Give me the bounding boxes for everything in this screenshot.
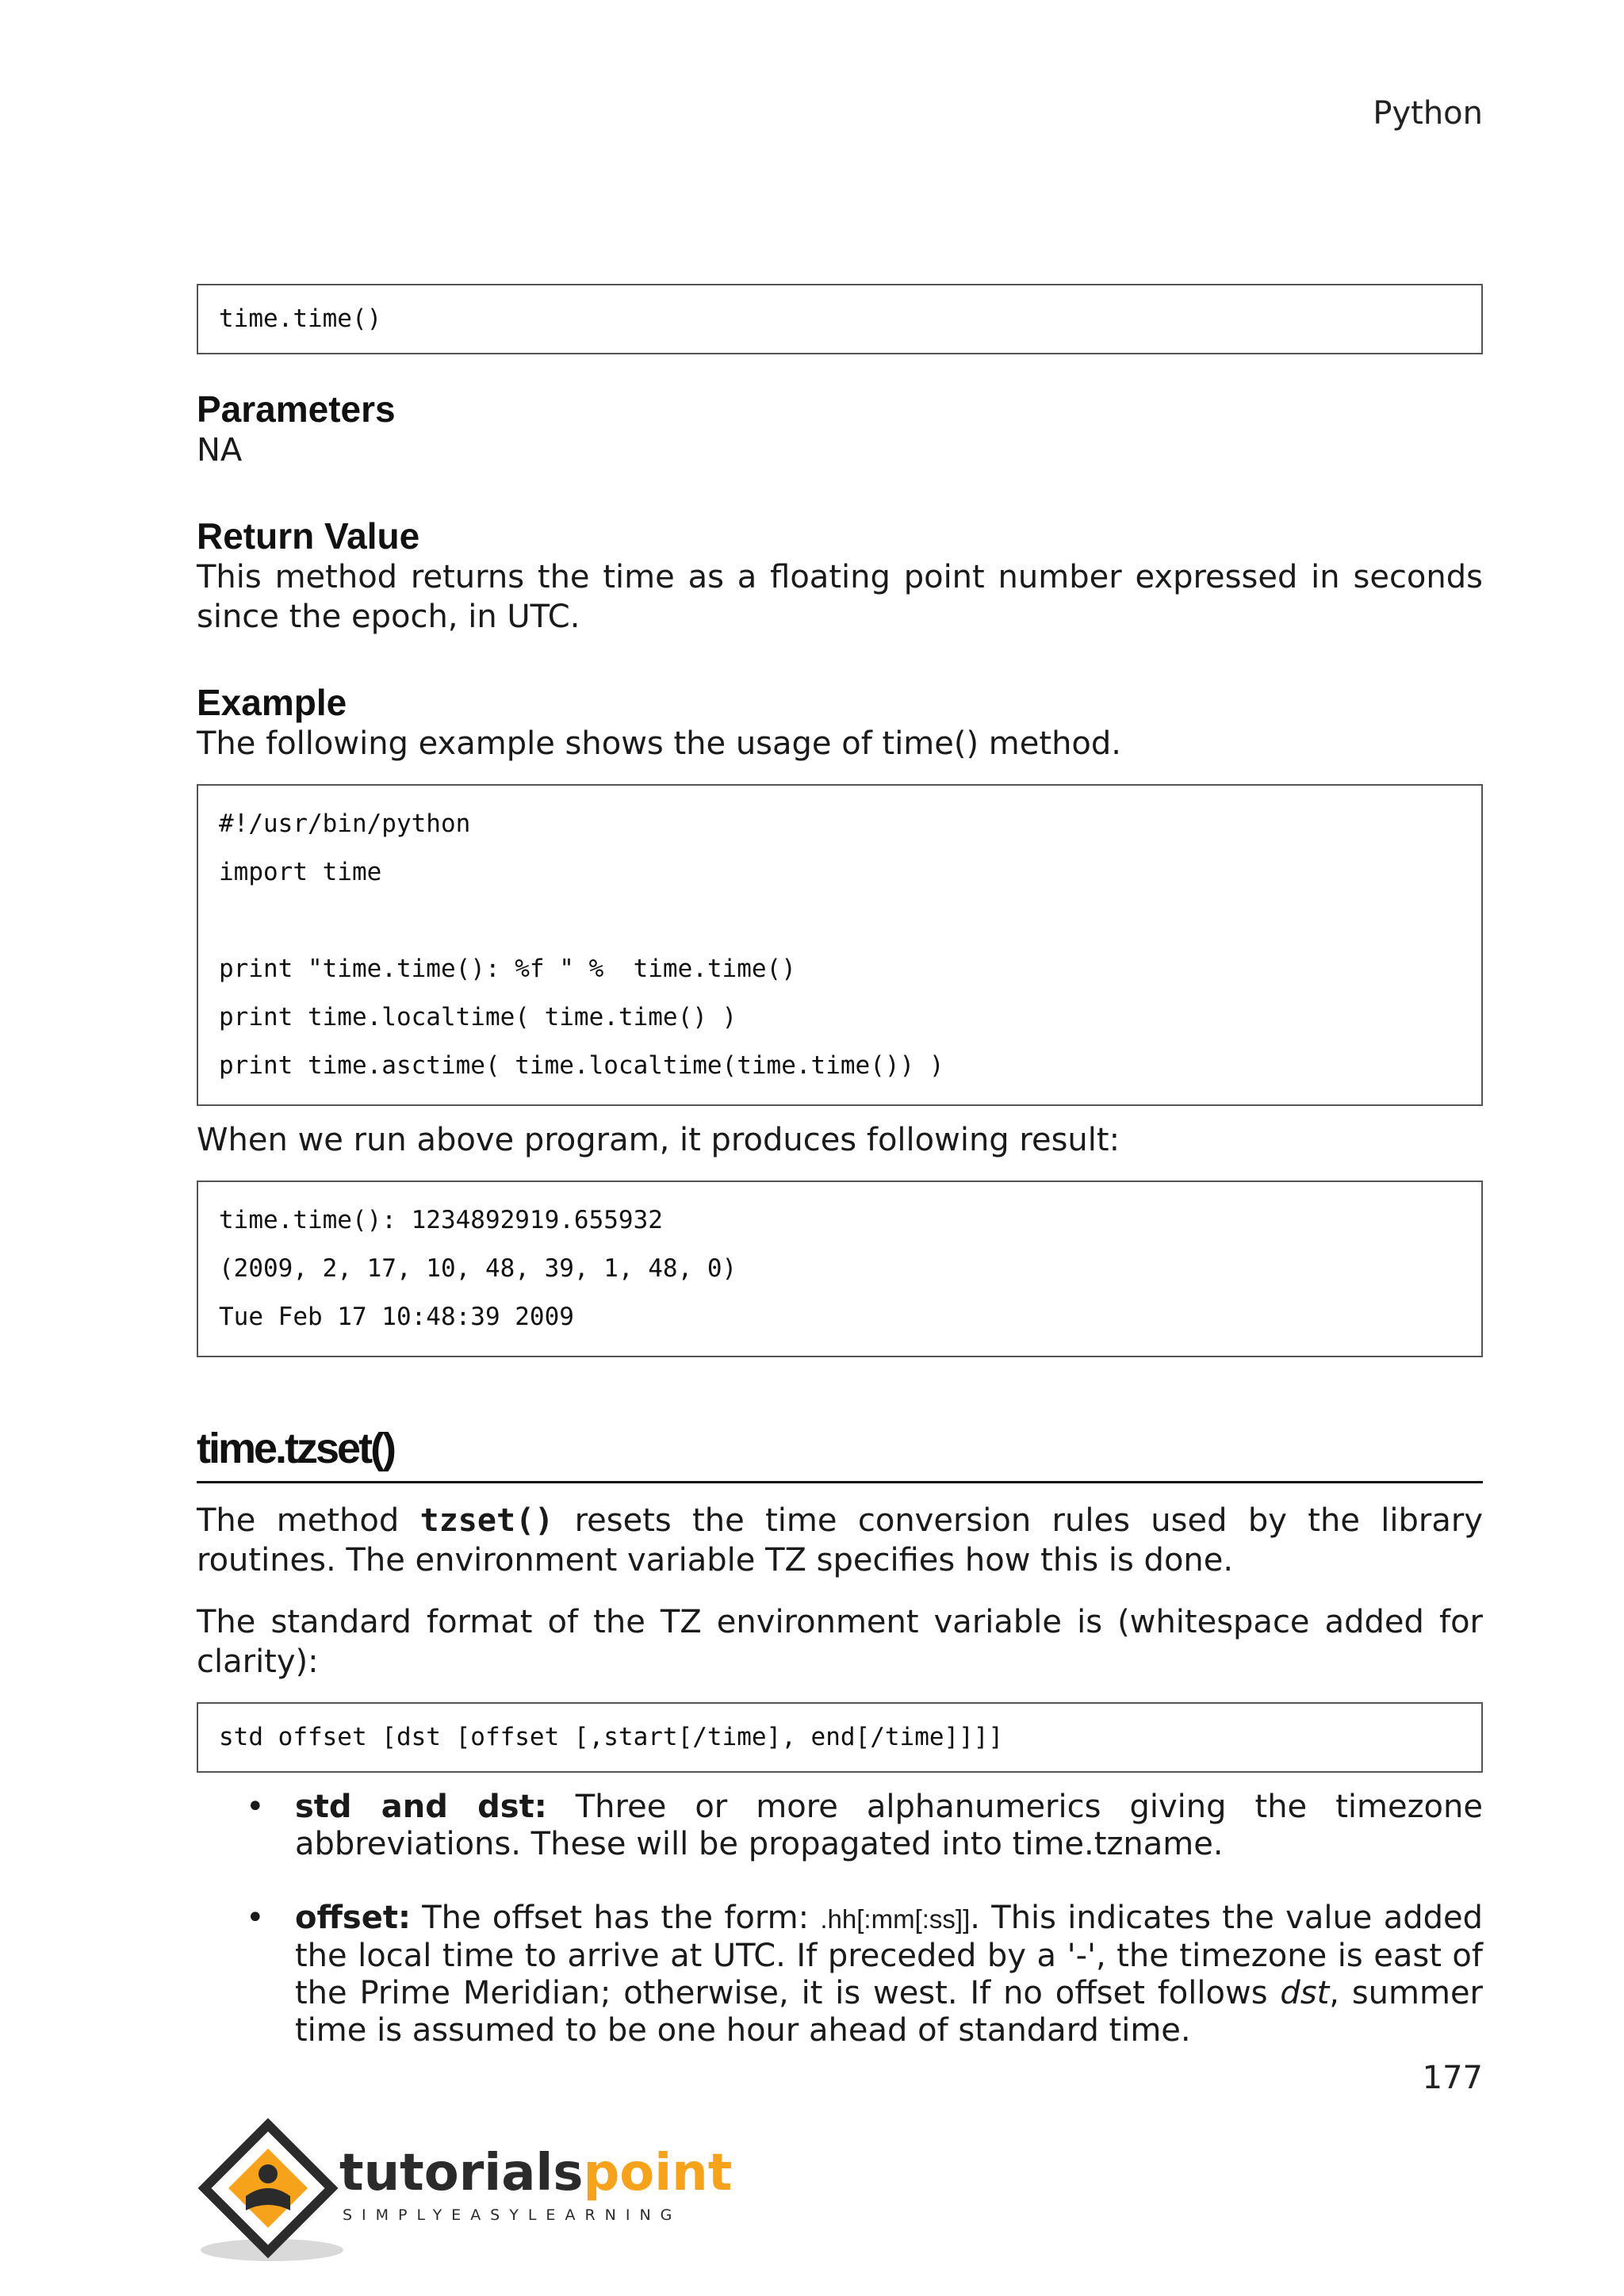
bullet-text: Three or more alphanumerics giving the timezone abbreviations. These will be propagated into time.tzname. [295,1789,1483,1862]
tutorialspoint-logo [197,2117,733,2267]
example-intro: The following example shows the usage of time() method. [197,725,1121,762]
running-header: Python [1373,95,1483,132]
bullet-term: std and dst: [295,1789,547,1825]
code-line: time.time() [219,304,382,333]
logo-tagline: SIMPLYEASYLEARNING [343,2206,682,2224]
code-line: import time [219,858,382,886]
output-line: (2009, 2, 17, 10, 48, 39, 1, 48, 0) [219,1254,737,1283]
bullet-icon: • [246,1900,265,1936]
tzset-desc-start: The method [197,1502,420,1539]
tz-format-code-block [197,1702,1483,1773]
output-line: Tue Feb 17 10:48:39 2009 [219,1303,574,1331]
result-intro: When we run above program, it produces following result: [197,1122,1120,1158]
list-item [197,1900,1483,2049]
syntax-code-block [197,284,1483,354]
tz-fields-list [197,1789,1483,2049]
logo-wordmark [339,2144,732,2202]
output-line: time.time(): 1234892919.655932 [219,1206,663,1234]
bullet-text: , summer time is assumed to be one hour ahead of standard time. [295,1975,1483,2049]
output-code-block [197,1181,1483,1357]
tzset-desc-end: resets the time conversion rules used by the library routines. The environment variable TZ specifies how this is done. [197,1502,1484,1578]
return-value-heading: Return Value [197,515,420,557]
page-content [197,284,1483,2049]
code-line: print time.localtime( time.time() ) [219,1003,737,1031]
code-line: std offset [dst [offset [,start[/time], end[/time]]]] [219,1723,1004,1751]
tzset-heading: time.tzset() [197,1424,1483,1483]
example-heading: Example [197,682,347,723]
list-item [197,1789,1483,1863]
bullet-term: offset: [295,1900,411,1936]
bullet-icon: • [246,1789,265,1825]
parameters-heading: Parameters [197,388,396,430]
code-line [219,897,1461,945]
parameters-text: NA [197,432,243,469]
bullet-text: . This indicates the value added the local time to arrive at UTC. If preceded by a '-', the timezone is east of the Prime Meridian; otherwise, it is west. If no offset follows [295,1900,1483,2011]
logo-word-point: point [583,2144,733,2202]
logo-figure-head [259,2164,278,2183]
code-line: print time.asctime( time.localtime(time.time()) ) [219,1051,944,1080]
offset-format: .hh[:mm[:ss]] [820,1904,971,1934]
tz-format-intro: The standard format of the TZ environment variable is (whitespace added for clarity): [197,1604,1483,1680]
page-number: 177 [1422,2060,1483,2096]
code-line: #!/usr/bin/python [219,809,471,838]
logo-word-tutorials: tutorials [339,2144,584,2202]
example-code-block [197,784,1483,1106]
code-line: print "time.time(): %f " % time.time() [219,955,796,983]
dst-term: dst [1280,1975,1330,2011]
tzset-description [197,1501,1483,1580]
bullet-text: The offset has the form: [410,1900,821,1936]
tzset-method-name: tzset() [419,1502,554,1539]
return-value-text: This method returns the time as a floating point number expressed in seconds since the epoch, in UTC. [197,559,1483,635]
